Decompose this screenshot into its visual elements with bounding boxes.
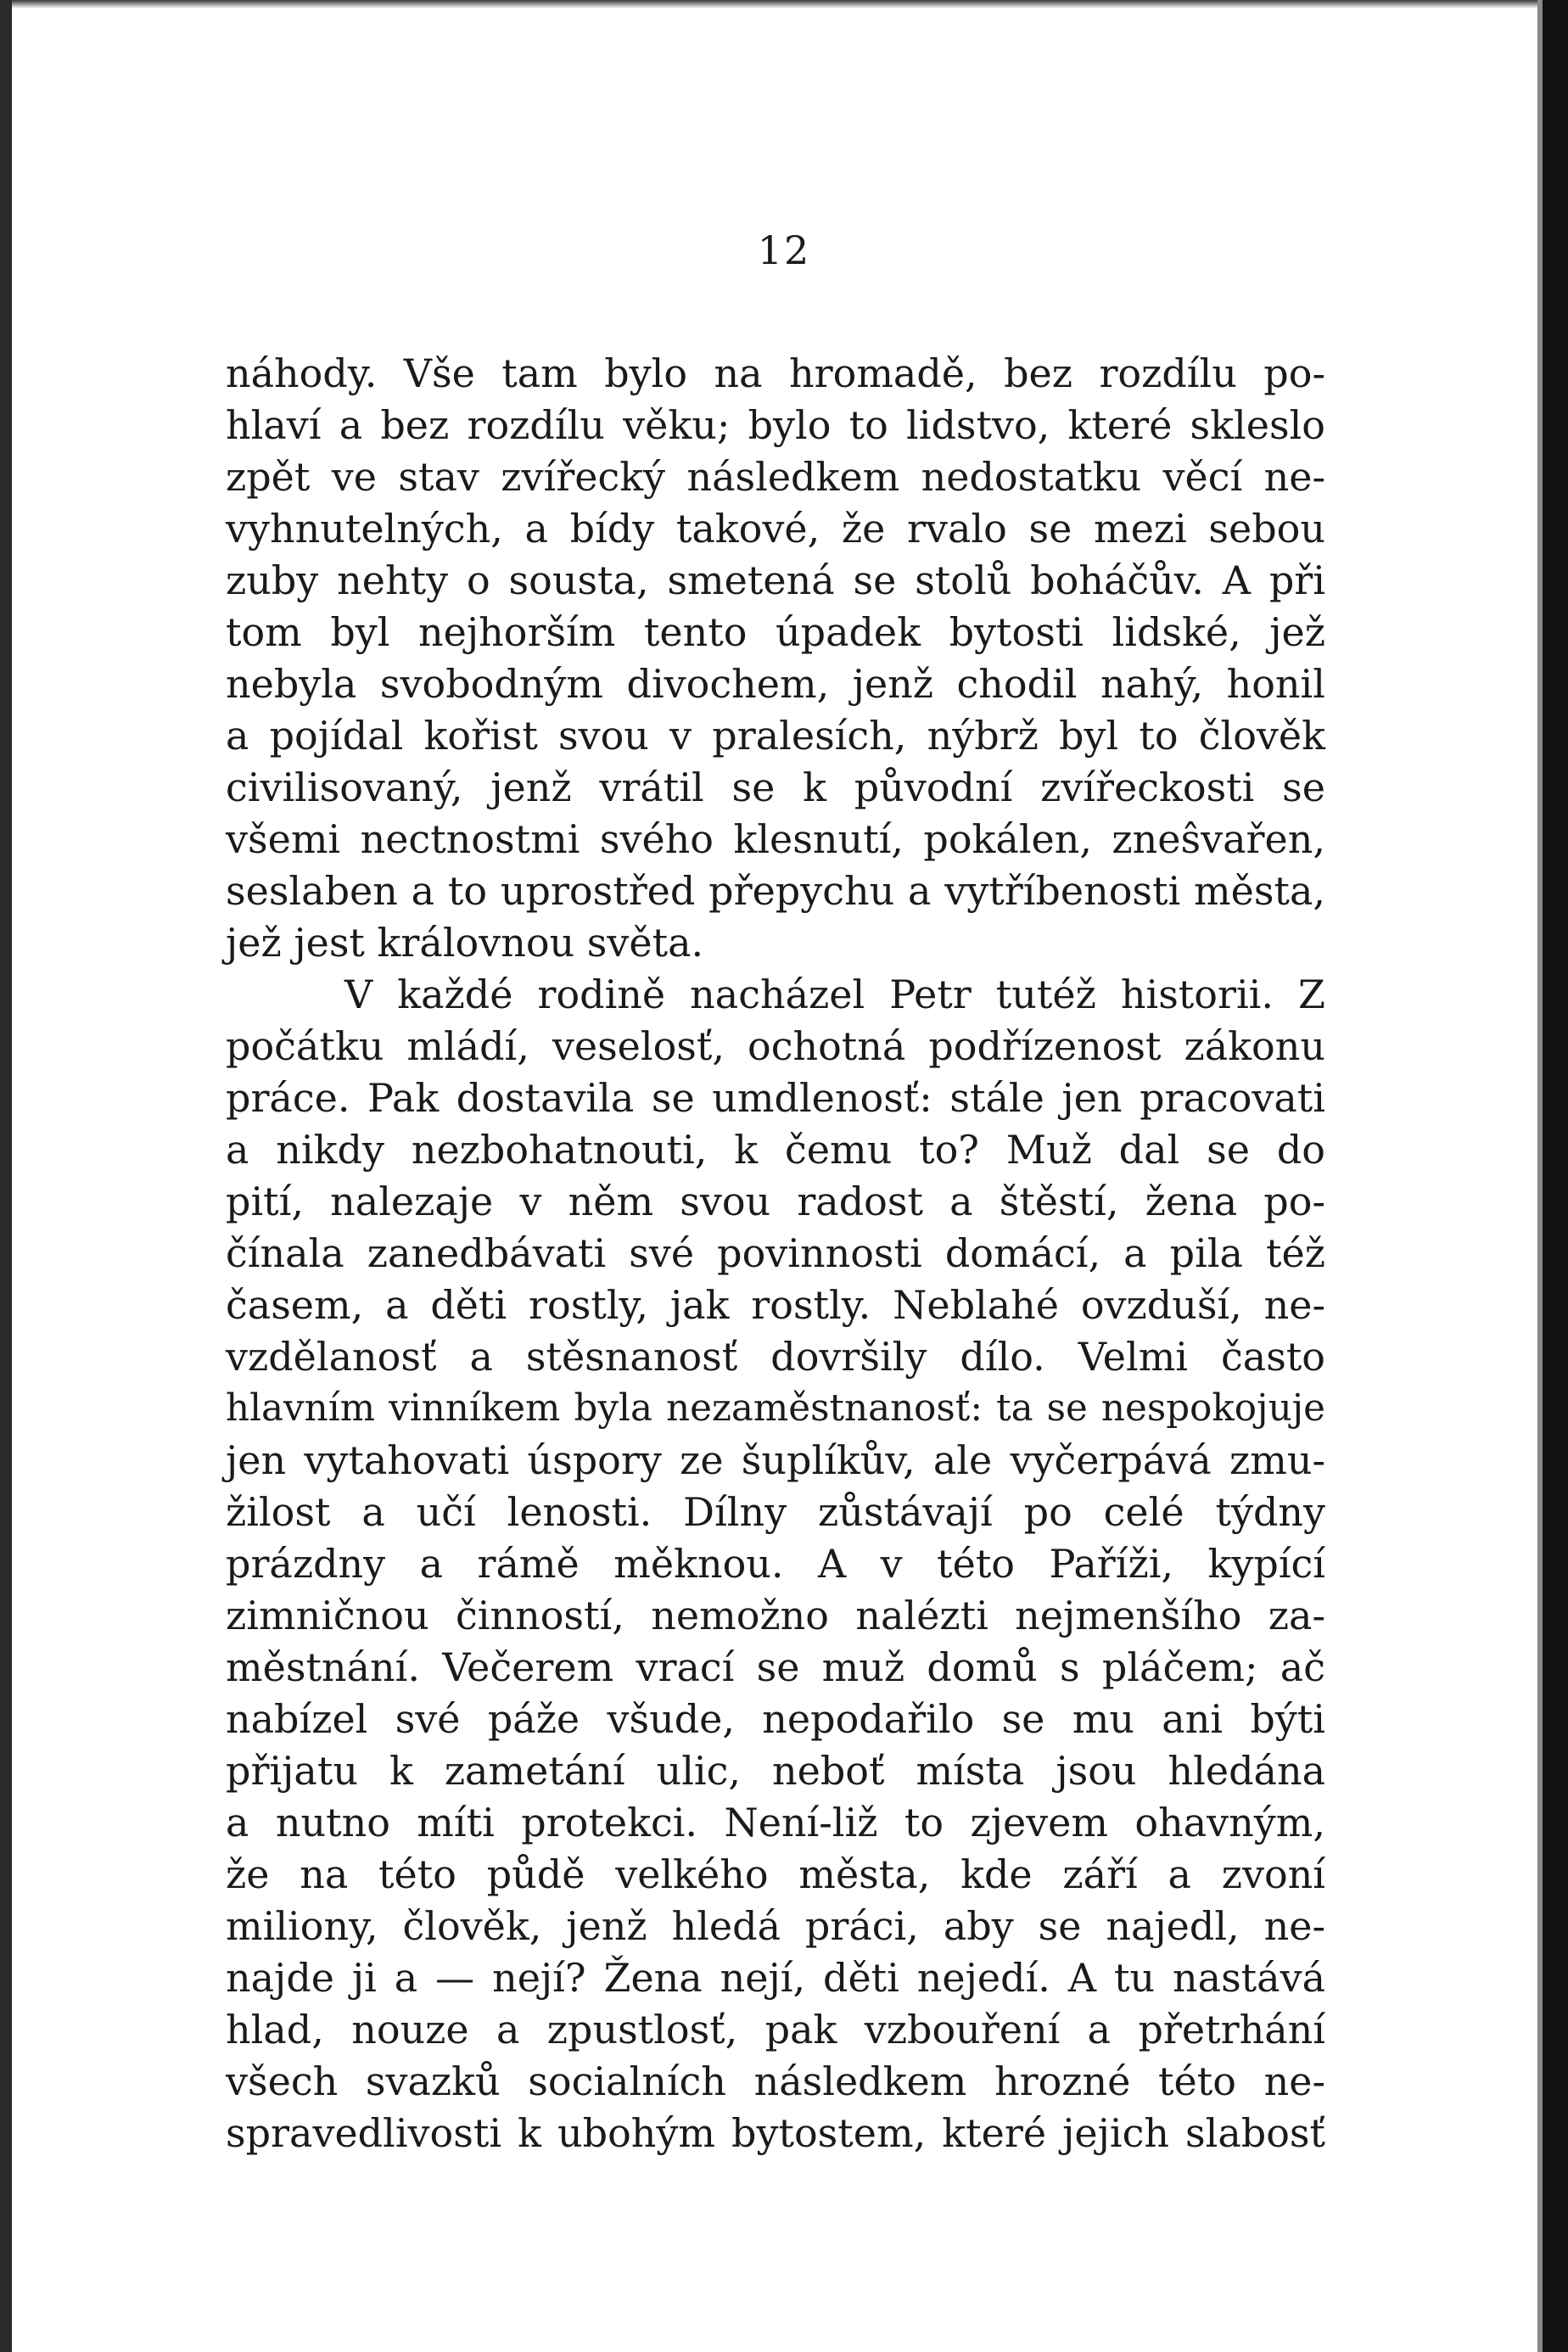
text-line: miliony, člověk, jenž hledá práci, aby se najedl, ne- (226, 1903, 1325, 1949)
text-line: žilost a učí lenosti. Dílny zůstávají po celé týdny (226, 1489, 1325, 1535)
text-line: práce. Pak dostavila se umdlenosť: stále jen pracovati (226, 1075, 1325, 1121)
text-line: tom byl nejhorším tento úpadek bytosti lidské, jež (226, 609, 1325, 655)
text-line: prázdny a rámě měknou. A v této Paříži, kypící (226, 1541, 1325, 1587)
scan-edge-top (0, 0, 1568, 8)
text-line: čínala zanedbávati své povinnosti domácí, a pila též (226, 1230, 1325, 1276)
text-line: zimničnou činností, nemožno nalézti nejmenšího za- (226, 1593, 1325, 1638)
text-line: všemi nectnostmi svého klesnutí, pokálen, zneŝvařen, (226, 816, 1325, 862)
text-line: a nikdy nezbohatnouti, k čemu to? Muž dal se do (226, 1127, 1325, 1173)
body-text (226, 348, 1325, 2159)
text-line: jen vytahovati úspory ze šuplíkův, ale vyčerpává zmu- (226, 1437, 1325, 1483)
text-line: pití, nalezaje v něm svou radost a štěstí, žena po- (226, 1179, 1325, 1224)
text-line: městnání. Večerem vrací se muž domů s pláčem; ač (226, 1644, 1325, 1690)
text-line: všech svazků socialních následkem hrozné této ne- (226, 2058, 1325, 2104)
text-line: nabízel své páže všude, nepodařilo se mu ani býti (226, 1696, 1325, 1742)
scan-edge-left (0, 0, 12, 2352)
text-line: najde ji a — nejí? Žena nejí, děti nejedí. A tu nastává (226, 1955, 1325, 2001)
text-line: hlavním vinníkem byla nezaměstnanosť: ta se nespokojuje (226, 1387, 1325, 1430)
text-line: zuby nehty o sousta, smetená se stolů boháčův. A při (226, 557, 1325, 603)
text-line: náhody. Vše tam bylo na hromadě, bez rozdílu po- (226, 350, 1325, 396)
text-line: civilisovaný, jenž vrátil se k původní zvířeckosti se (226, 764, 1325, 810)
text-line: seslaben a to uprostřed přepychu a vytříbenosti města, (226, 868, 1325, 914)
paragraph-start-line: V každé rodině nacházel Petr tutéž historii. Z (344, 972, 1325, 1017)
text-line: hlaví a bez rozdílu věku; bylo to lidstvo, které skleslo (226, 402, 1325, 448)
text-line: vyhnutelných, a bídy takové, že rvalo se mezi sebou (226, 506, 1325, 552)
text-line: a pojídal kořist svou v pralesích, nýbrž byl to člověk (226, 713, 1325, 759)
text-line: přijatu k zametání ulic, neboť místa jsou hledána (226, 1748, 1325, 1794)
text-line: vzdělanosť a stěsnanosť dovršily dílo. Velmi často (226, 1334, 1325, 1380)
page-number: 12 (757, 227, 811, 273)
scan-edge-right (1543, 0, 1568, 2352)
text-line: nebyla svobodným divochem, jenž chodil nahý, honil (226, 661, 1325, 707)
text-line: spravedlivosti k ubohým bytostem, které jejich slabosť (226, 2110, 1325, 2156)
paragraph-end-line: jež jest královnou světa. (226, 920, 704, 966)
text-line: počátku mládí, veselosť, ochotná podřízenost zákonu (226, 1023, 1325, 1069)
text-line: že na této půdě velkého města, kde září a zvoní (226, 1851, 1325, 1897)
text-line: a nutno míti protekci. Není-liž to zjevem ohavným, (226, 1800, 1325, 1845)
text-line: hlad, nouze a zpustlosť, pak vzbouření a přetrhání (226, 2007, 1325, 2052)
text-line: časem, a děti rostly, jak rostly. Neblahé ovzduší, ne- (226, 1282, 1325, 1328)
text-line: zpět ve stav zvířecký následkem nedostatku věcí ne- (226, 454, 1325, 500)
